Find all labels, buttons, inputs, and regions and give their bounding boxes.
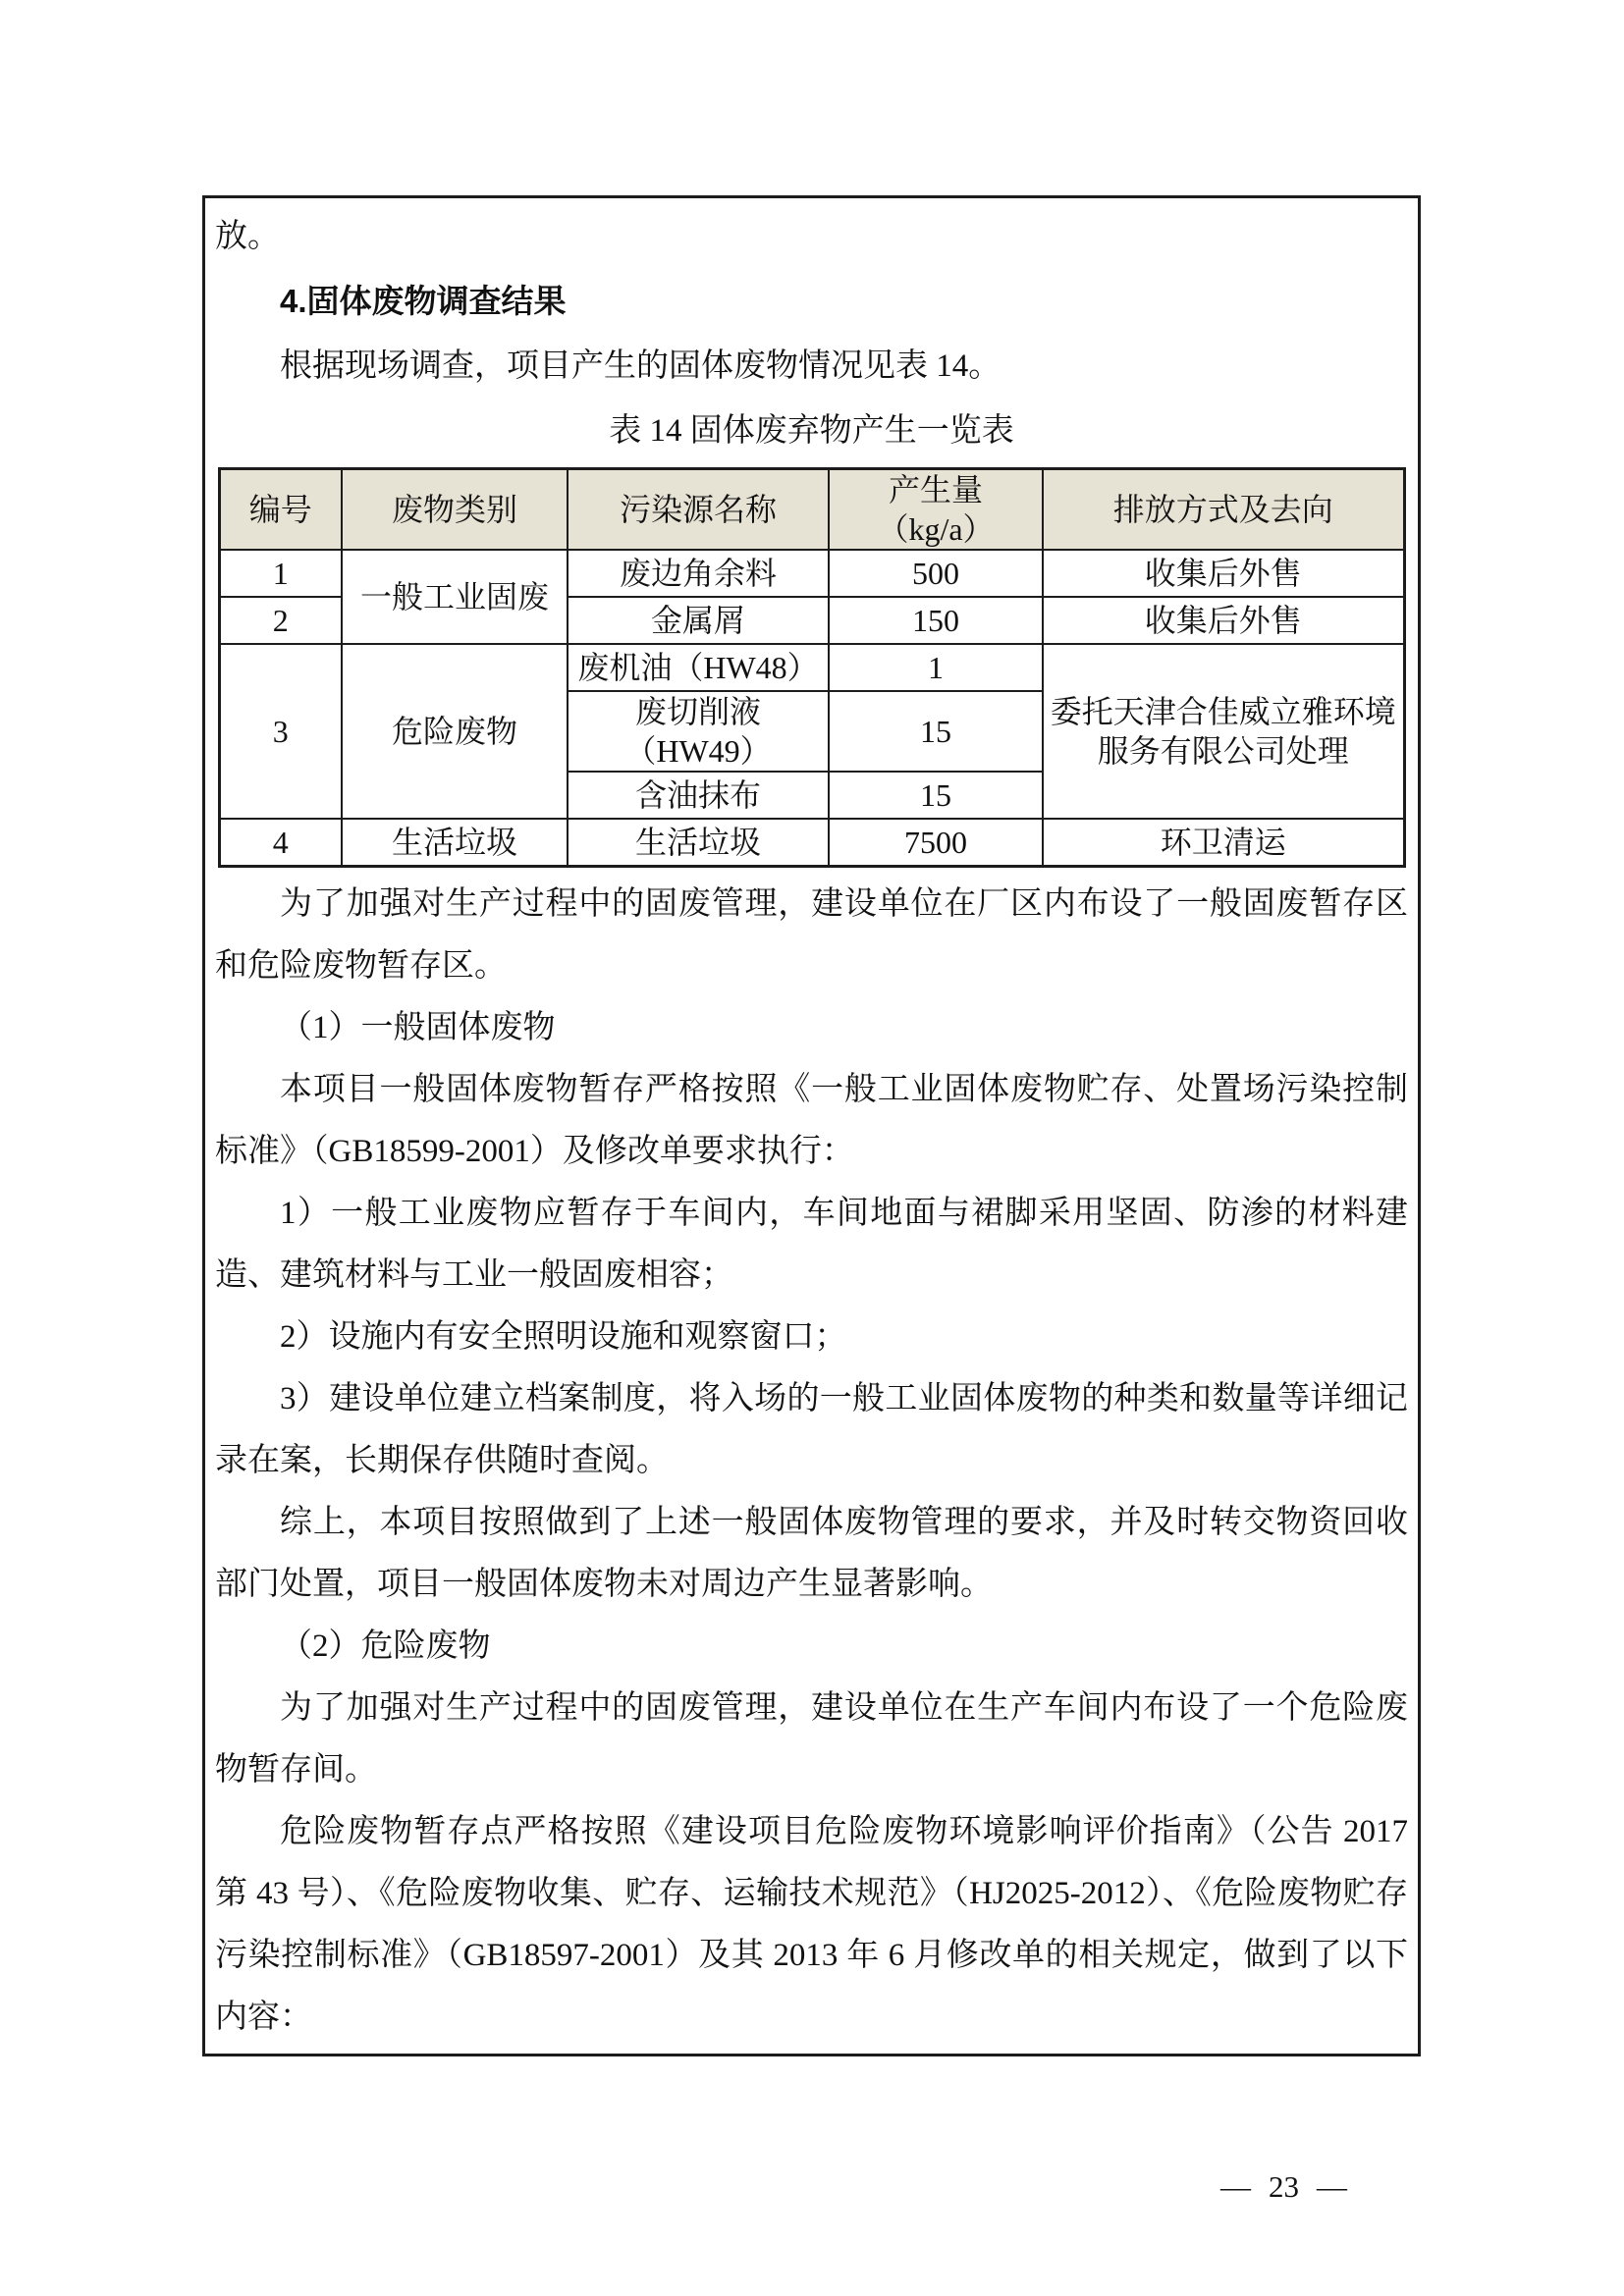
cell-disposal: 环卫清运 [1043,819,1404,866]
cell-source: 生活垃圾 [568,819,829,866]
header-amount [829,469,1043,551]
cell-category: 危险废物 [342,644,568,819]
header-category: 废物类别 [342,469,568,551]
cell-no: 2 [219,597,342,644]
cell-disposal: 收集后外售 [1043,597,1404,644]
header-no: 编号 [219,469,342,551]
table-caption: 表 14 固体废弃物产生一览表 [609,413,1014,449]
paragraph: 为了加强对生产过程中的固废管理，建设单位在生产车间内布设了一个危险废物暂存间。 [215,1689,1408,1788]
body-text [215,874,1408,2049]
footer-left-dash: — [1220,2169,1251,2204]
cell-amount: 15 [829,691,1043,772]
table-row [219,644,1404,691]
cell-no: 3 [219,644,342,819]
solid-waste-table [218,467,1406,868]
cell-amount: 500 [829,550,1043,597]
cell-disposal: 委托天津合佳威立雅环境服务有限公司处理 [1043,644,1404,819]
intro-paragraph: 根据现场调查，项目产生的固体废物情况见表 14。 [280,348,1001,384]
header-source: 污染源名称 [568,469,829,551]
page-number [1203,2169,1365,2205]
cell-category: 生活垃圾 [342,819,568,866]
cell-amount: 1 [829,644,1043,691]
paragraph: 为了加强对生产过程中的固废管理，建设单位在厂区内布设了一般固废暂存区和危险废物暂存区。 [215,885,1408,984]
header-disposal: 排放方式及去向 [1043,469,1404,551]
paragraph: 本项目一般固体废物暂存严格按照《一般工业固体废物贮存、处置场污染控制标准》（GB18599-2001）及修改单要求执行： [215,1071,1408,1169]
paragraph: 综上，本项目按照做到了上述一般固体废物管理的要求，并及时转交物资回收部门处置，项目一般固体废物未对周边产生显著影响。 [215,1504,1408,1602]
cell-amount: 7500 [829,819,1043,866]
paragraph: 1）一般工业废物应暂存于车间内，车间地面与裙脚采用坚固、防渗的材料建造、建筑材料与工业一般固废相容； [215,1195,1408,1293]
paragraph: （2）危险废物 [280,1628,491,1664]
header-amount-line2: （kg/a） [877,511,995,547]
cell-source: 废边角余料 [568,550,829,597]
cell-source: 含油抹布 [568,772,829,819]
paragraph: （1）一般固体废物 [280,1009,556,1045]
cell-source: 金属屑 [568,597,829,644]
cell-amount: 150 [829,597,1043,644]
table-row [219,550,1404,597]
content-border-box [202,195,1421,2056]
cell-no: 4 [219,819,342,866]
footer-number: 23 [1269,2169,1299,2204]
table-row [219,819,1404,866]
cell-amount: 15 [829,772,1043,819]
paragraph: 危险废物暂存点严格按照《建设项目危险废物环境影响评价指南》（公告 2017 第 43 号）、《危险废物收集、贮存、运输技术规范》（HJ2025-2012）、《危险废物贮存污染控制标准》（GB18597-2001）及其 2013 年 6 月修改单的相关规定，做到了以下内容： [215,1813,1408,2035]
cell-source: 废机油（HW48） [568,644,829,691]
paragraph: 2）设施内有安全照明设施和观察窗口； [280,1318,847,1355]
carryover-text: 放。 [215,219,280,254]
cell-source-line1: 废切削液 [634,694,761,729]
table-header-row [219,469,1404,551]
header-amount-line1: 产生量 [888,472,983,507]
cell-source-line2: （HW49） [624,733,772,769]
cell-category: 一般工业固废 [342,550,568,644]
section-heading: 4.固体废物调查结果 [280,283,567,319]
paragraph: 3）建设单位建立档案制度，将入场的一般工业固体废物的种类和数量等详细记录在案，长期保存供随时查阅。 [215,1380,1408,1478]
cell-no: 1 [219,550,342,597]
cell-disposal: 收集后外售 [1043,550,1404,597]
cell-source [568,691,829,772]
footer-right-dash: — [1317,2169,1347,2204]
